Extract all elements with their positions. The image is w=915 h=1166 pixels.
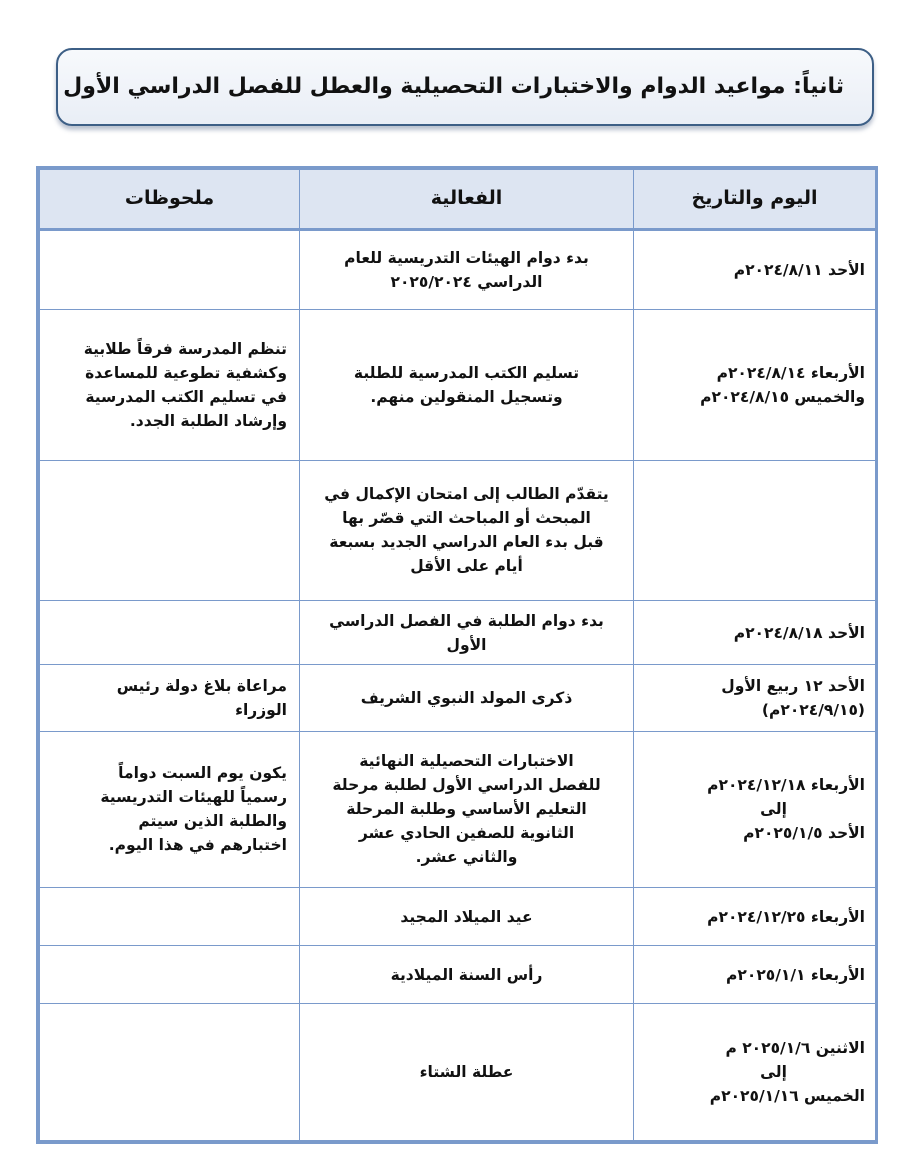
activity-line: أيام على الأقل xyxy=(410,557,523,576)
header-notes: ملحوظات xyxy=(40,170,300,230)
activity-cell xyxy=(300,601,634,665)
activity-line: تسليم الكتب المدرسية للطلبة xyxy=(353,363,580,382)
notes-cell xyxy=(40,230,300,310)
notes-line: يكون يوم السبت دواماً xyxy=(118,764,287,783)
activity-line: عيد الميلاد المجيد xyxy=(400,907,533,926)
notes-line: رسمياً للهيئات التدريسية xyxy=(100,788,287,807)
header-activity: الفعالية xyxy=(300,170,634,230)
date-line: إلى xyxy=(760,1063,787,1082)
date-cell xyxy=(634,888,876,946)
date-cell xyxy=(634,946,876,1004)
activity-line: عطلة الشتاء xyxy=(419,1063,514,1082)
activity-line: الثانوية للصفين الحادي عشر xyxy=(358,824,575,843)
notes-cell xyxy=(40,665,300,731)
notes-line: وإرشاد الطلبة الجدد. xyxy=(129,412,287,430)
activity-line: وتسجيل المنقولين منهم. xyxy=(370,387,563,406)
activity-cell xyxy=(300,946,634,1004)
activity-line: والثاني عشر. xyxy=(415,848,518,867)
activity-line: قبل بدء العام الدراسي الجديد بسبعة xyxy=(329,533,604,552)
activity-cell xyxy=(300,310,634,460)
activity-line: ذكرى المولد النبوي الشريف xyxy=(360,688,573,707)
table-row xyxy=(40,1004,876,1141)
date-line: الأحد ٢٠٢٤/٨/١١م xyxy=(733,261,865,280)
date-line: إلى xyxy=(760,800,787,819)
date-line: الأربعاء ٢٠٢٤/٨/١٤م xyxy=(716,363,865,382)
activity-line: بدء دوام الطلبة في الفصل الدراسي xyxy=(329,611,604,630)
notes-line: وكشفية تطوعية للمساعدة xyxy=(85,363,287,382)
activity-cell xyxy=(300,888,634,946)
date-cell xyxy=(634,310,876,460)
date-line: والخميس ٢٠٢٤/٨/١٥م xyxy=(700,387,865,406)
date-line: الخميس ٢٠٢٥/١/١٦م xyxy=(709,1087,865,1106)
notes-cell xyxy=(40,601,300,665)
activity-line: رأس السنة الميلادية xyxy=(390,965,543,984)
date-cell xyxy=(634,665,876,731)
activity-cell xyxy=(300,460,634,600)
table-row xyxy=(40,601,876,665)
table-row xyxy=(40,460,876,600)
notes-cell xyxy=(40,460,300,600)
date-line: الأحد ٢٠٢٤/٨/١٨م xyxy=(733,623,865,642)
notes-cell xyxy=(40,888,300,946)
date-line: (٢٠٢٤/٩/١٥م) xyxy=(761,700,865,719)
date-line: الأحد ٢٠٢٥/١/٥م xyxy=(743,824,865,843)
activity-line: بدء دوام الهيئات التدريسية للعام xyxy=(344,249,589,268)
activity-line: الاختبارات التحصيلية النهائية xyxy=(359,752,574,771)
activity-line: الدراسي ٢٠٢٥/٢٠٢٤ xyxy=(390,273,543,292)
section-title: ثانياً: مواعيد الدوام والاختبارات التحصيلية والعطل للفصل الدراسي الأول xyxy=(63,74,844,99)
activity-cell xyxy=(300,1004,634,1141)
header-date: اليوم والتاريخ xyxy=(634,170,876,230)
table-row xyxy=(40,731,876,888)
notes-line: الوزراء xyxy=(235,700,287,719)
table-header-row xyxy=(40,170,876,230)
notes-cell xyxy=(40,310,300,460)
table-row xyxy=(40,665,876,731)
date-line: الاثنين ٢٠٢٥/١/٦ م xyxy=(725,1039,865,1058)
date-cell xyxy=(634,731,876,888)
table-row xyxy=(40,310,876,460)
date-cell xyxy=(634,601,876,665)
notes-line: اختبارهم في هذا اليوم. xyxy=(108,836,287,855)
date-line: الأربعاء ٢٠٢٥/١/١م xyxy=(726,965,865,984)
table-row xyxy=(40,946,876,1004)
section-title-box xyxy=(56,48,874,126)
activity-line: الأول xyxy=(446,635,487,654)
notes-line: مراعاة بلاغ دولة رئيس xyxy=(116,676,287,695)
activity-cell xyxy=(300,731,634,888)
notes-line: في تسليم الكتب المدرسية xyxy=(85,387,287,406)
notes-cell xyxy=(40,946,300,1004)
date-line: الأربعاء ٢٠٢٤/١٢/١٨م xyxy=(707,776,865,795)
date-line: الأربعاء ٢٠٢٤/١٢/٢٥م xyxy=(707,907,865,926)
date-cell xyxy=(634,230,876,310)
notes-cell xyxy=(40,1004,300,1141)
table-row xyxy=(40,888,876,946)
activity-cell xyxy=(300,665,634,731)
schedule-table xyxy=(39,169,876,1141)
activity-line: للفصل الدراسي الأول لطلبة مرحلة xyxy=(332,776,601,795)
date-cell xyxy=(634,1004,876,1141)
table-row xyxy=(40,230,876,310)
notes-line: تنظم المدرسة فرقاً طلابية xyxy=(83,339,287,358)
date-cell xyxy=(634,460,876,600)
notes-line: والطلبة الذين سيتم xyxy=(138,812,287,831)
schedule-table-frame xyxy=(36,166,878,1144)
activity-line: يتقدّم الطالب إلى امتحان الإكمال في xyxy=(324,485,609,504)
activity-line: المبحث أو المباحث التي قصّر بها xyxy=(342,509,591,528)
activity-line: التعليم الأساسي وطلبة المرحلة xyxy=(346,800,587,819)
notes-cell xyxy=(40,731,300,888)
activity-cell xyxy=(300,230,634,310)
date-line: الأحد ١٢ ربيع الأول xyxy=(721,676,865,695)
